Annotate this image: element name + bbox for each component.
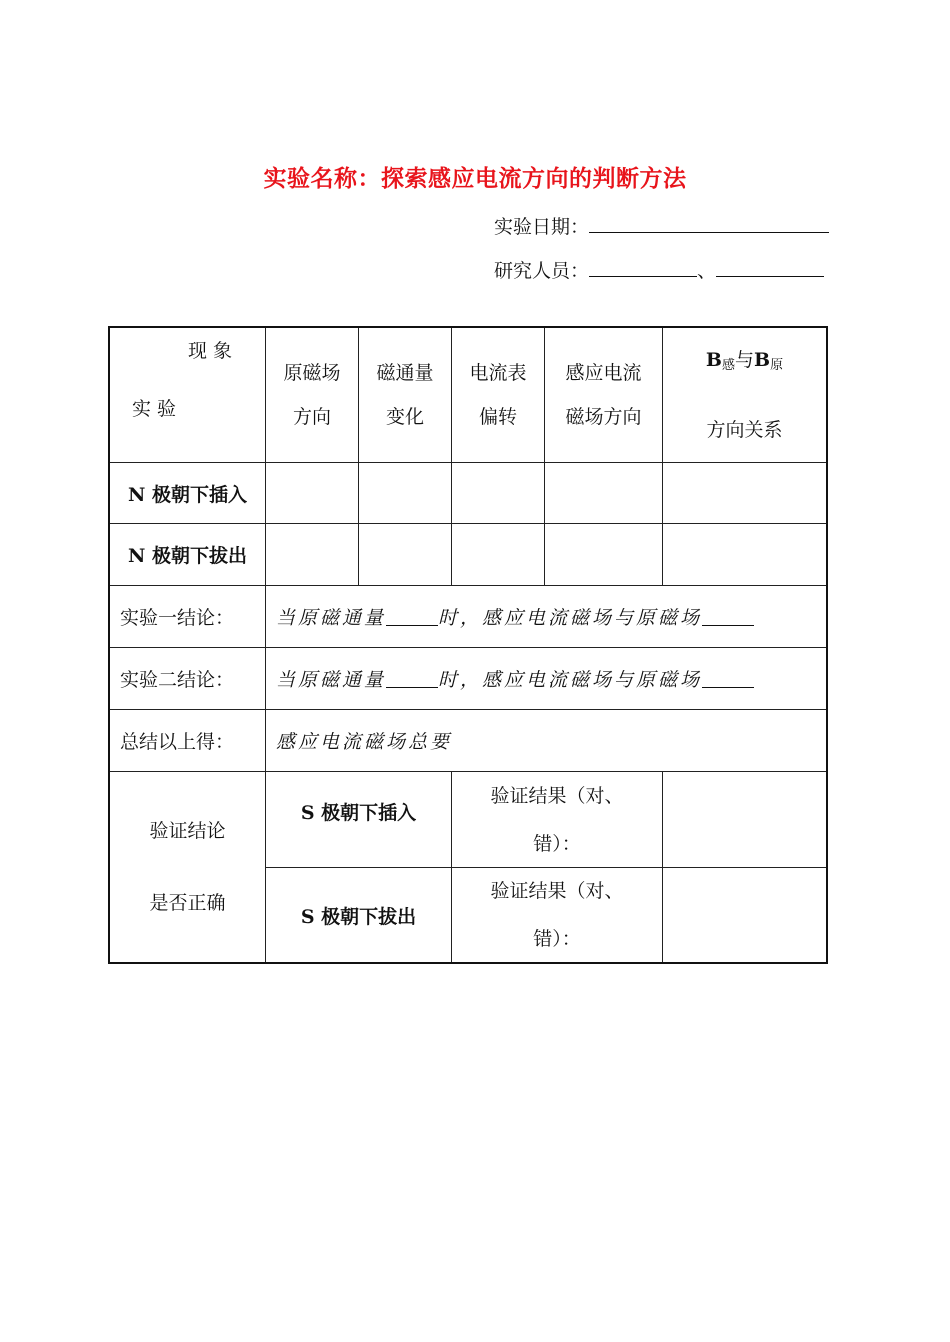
researcher-label: 研究人员： bbox=[494, 260, 590, 282]
researcher-blank-1[interactable] bbox=[589, 258, 697, 277]
date-label: 实验日期： bbox=[494, 216, 590, 238]
table-cell[interactable] bbox=[452, 524, 545, 586]
verify-case-s-insert: S 极朝下插入 bbox=[266, 772, 452, 868]
header-text: 方向 bbox=[292, 406, 331, 428]
verify-result-cell-1[interactable] bbox=[663, 772, 826, 868]
b-relation-formula bbox=[706, 328, 783, 398]
row-label-n-insert: N 极朝下插入 bbox=[110, 463, 266, 524]
table-cell[interactable] bbox=[359, 524, 452, 586]
fill-blank[interactable] bbox=[386, 607, 438, 626]
header-text: 感应电流 bbox=[565, 362, 642, 384]
researcher-blank-2[interactable] bbox=[716, 258, 824, 277]
header-original-field bbox=[266, 328, 359, 463]
header-text: 磁通量 bbox=[376, 362, 434, 384]
verify-result-label-2 bbox=[452, 868, 663, 962]
conclusion-text-part: 时，感应电流磁场与原磁场 bbox=[438, 607, 703, 629]
table-cell[interactable] bbox=[545, 524, 663, 586]
table-cell[interactable] bbox=[266, 524, 359, 586]
fill-blank[interactable] bbox=[702, 669, 754, 688]
researcher-separator: 、 bbox=[697, 260, 717, 282]
corner-experiment-label: 实 验 bbox=[132, 398, 177, 420]
conclusion-text-part: 当原磁通量 bbox=[276, 669, 387, 691]
header-text: 磁场方向 bbox=[565, 406, 642, 428]
result-label-line: 错）： bbox=[533, 928, 581, 950]
fill-blank[interactable] bbox=[702, 607, 754, 626]
corner-cell bbox=[110, 328, 266, 463]
header-text: 电流表 bbox=[469, 362, 527, 384]
header-induced-field-direction bbox=[545, 328, 663, 463]
conclusion-1-label: 实验一结论： bbox=[110, 586, 266, 648]
header-text: 偏转 bbox=[478, 406, 517, 428]
conclusion-2-text bbox=[266, 648, 826, 710]
verify-label-line: 是否正确 bbox=[149, 892, 226, 914]
table-cell[interactable] bbox=[266, 463, 359, 524]
header-ammeter-deflection bbox=[452, 328, 545, 463]
header-b-relation bbox=[663, 328, 826, 463]
conclusion-text-part: 时，感应电流磁场与原磁场 bbox=[438, 669, 703, 691]
table-cell[interactable] bbox=[663, 524, 826, 586]
summary-label: 总结以上得： bbox=[110, 710, 266, 772]
verify-result-cell-2[interactable] bbox=[663, 868, 826, 962]
header-text: 变化 bbox=[385, 406, 424, 428]
table-cell[interactable] bbox=[545, 463, 663, 524]
conclusion-2-label: 实验二结论： bbox=[110, 648, 266, 710]
header-text: 方向关系 bbox=[706, 419, 783, 441]
summary-text[interactable]: 感应电流磁场总要 bbox=[266, 710, 826, 772]
b-symbol: B bbox=[705, 349, 722, 371]
result-label-line: 验证结果（对、 bbox=[490, 784, 624, 807]
table-cell[interactable] bbox=[663, 463, 826, 524]
conclusion-text-part: 当原磁通量 bbox=[276, 607, 387, 629]
experiment-table bbox=[108, 326, 828, 964]
header-text: 原磁场 bbox=[283, 362, 341, 384]
experiment-title: 实验名称：探索感应电流方向的判断方法 bbox=[263, 165, 687, 192]
header-flux-change bbox=[359, 328, 452, 463]
fill-blank[interactable] bbox=[386, 669, 438, 688]
table-cell[interactable] bbox=[359, 463, 452, 524]
b-original-subscript: 原 bbox=[770, 358, 784, 373]
conclusion-1-text bbox=[266, 586, 826, 648]
date-blank[interactable] bbox=[589, 214, 829, 233]
verify-result-label-1 bbox=[452, 772, 663, 868]
row-label-n-withdraw: N 极朝下拔出 bbox=[110, 524, 266, 586]
and-text: 与 bbox=[734, 349, 754, 371]
verify-label bbox=[110, 772, 266, 962]
corner-phenomenon-label: 现 象 bbox=[188, 340, 233, 362]
b-induced-subscript: 感 bbox=[721, 358, 735, 373]
result-label-line: 验证结果（对、 bbox=[490, 880, 624, 902]
table-cell[interactable] bbox=[452, 463, 545, 524]
verify-case-s-withdraw: S 极朝下拔出 bbox=[266, 868, 452, 962]
date-line bbox=[494, 212, 829, 239]
researcher-line bbox=[494, 256, 824, 283]
b-symbol: B bbox=[754, 349, 771, 371]
verify-label-line: 验证结论 bbox=[149, 820, 226, 842]
result-label-line: 错）： bbox=[533, 832, 581, 855]
